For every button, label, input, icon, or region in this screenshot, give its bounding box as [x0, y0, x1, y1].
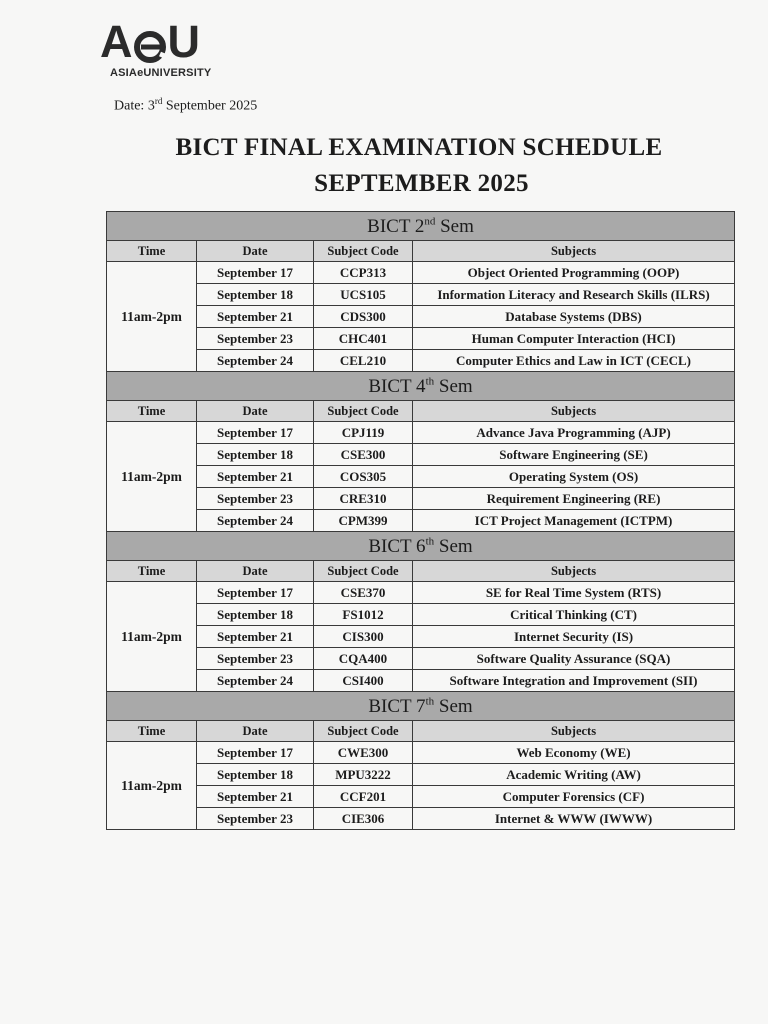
- table-row: [107, 582, 735, 604]
- table-row: [107, 306, 735, 328]
- subject-cell: SE for Real Time System (RTS): [413, 582, 735, 604]
- university-logo: [100, 16, 235, 82]
- subject-code-cell: CEL210: [314, 350, 413, 372]
- subject-code-cell: CDS300: [314, 306, 413, 328]
- section-ordinal: th: [425, 534, 435, 547]
- section-ordinal: th: [425, 374, 435, 387]
- section-header: [107, 692, 735, 721]
- date-cell: September 18: [197, 444, 314, 466]
- section-name: BICT 2: [367, 215, 425, 237]
- date-cell: September 24: [197, 510, 314, 532]
- table-row: [107, 510, 735, 532]
- column-header-row: [107, 401, 735, 422]
- exam-schedule-table: [106, 211, 734, 830]
- subject-cell: Information Literacy and Research Skills (ILRS): [413, 284, 735, 306]
- date-cell: September 17: [197, 582, 314, 604]
- section-suffix: Sem: [434, 375, 473, 397]
- subject-code-cell: MPU3222: [314, 764, 413, 786]
- section-suffix: Sem: [434, 695, 473, 717]
- subject-code-cell: UCS105: [314, 284, 413, 306]
- date-cell: September 18: [197, 284, 314, 306]
- subject-code-cell: CPJ119: [314, 422, 413, 444]
- section-header: [107, 212, 735, 241]
- date-cell: September 21: [197, 466, 314, 488]
- table-row: [107, 262, 735, 284]
- section-suffix: Sem: [434, 535, 473, 557]
- table-row: [107, 764, 735, 786]
- time-cell: 11am-2pm: [107, 582, 197, 692]
- subject-code-cell: CSI400: [314, 670, 413, 692]
- table-row: [107, 742, 735, 764]
- section-name: BICT 4: [368, 375, 426, 397]
- logo-e-swirl-icon: [133, 27, 167, 61]
- subject-code-cell: CSE370: [314, 582, 413, 604]
- subject-code-cell: CCP313: [314, 262, 413, 284]
- date-cell: September 17: [197, 422, 314, 444]
- subject-cell: Database Systems (DBS): [413, 306, 735, 328]
- subject-code-cell: CIE306: [314, 808, 413, 830]
- column-header-date: Date: [197, 721, 314, 742]
- column-header-date: Date: [197, 401, 314, 422]
- logo-letter-a: A: [100, 16, 132, 67]
- column-header-subject: Subjects: [413, 241, 735, 262]
- table-row: [107, 648, 735, 670]
- subject-cell: Computer Ethics and Law in ICT (CECL): [413, 350, 735, 372]
- section-title: [107, 532, 735, 561]
- date-cell: September 24: [197, 350, 314, 372]
- column-header-row: [107, 721, 735, 742]
- subject-code-cell: COS305: [314, 466, 413, 488]
- subject-cell: Software Integration and Improvement (SII): [413, 670, 735, 692]
- date-cell: September 23: [197, 328, 314, 350]
- date-sup: rd: [154, 96, 163, 106]
- column-header-code: Subject Code: [314, 241, 413, 262]
- table-row: [107, 284, 735, 306]
- subject-cell: Critical Thinking (CT): [413, 604, 735, 626]
- date-cell: September 18: [197, 604, 314, 626]
- column-header-code: Subject Code: [314, 561, 413, 582]
- column-header-row: [107, 561, 735, 582]
- subject-cell: Internet Security (IS): [413, 626, 735, 648]
- column-header-date: Date: [197, 241, 314, 262]
- column-header-code: Subject Code: [314, 721, 413, 742]
- date-suffix: September 2025: [162, 98, 258, 114]
- logo-letter-u: U: [167, 16, 199, 67]
- section-name: BICT 6: [368, 535, 426, 557]
- document-date: [114, 96, 257, 115]
- table-row: [107, 808, 735, 830]
- date-cell: September 21: [197, 626, 314, 648]
- column-header-code: Subject Code: [314, 401, 413, 422]
- table-row: [107, 626, 735, 648]
- subject-cell: Academic Writing (AW): [413, 764, 735, 786]
- subject-code-cell: CWE300: [314, 742, 413, 764]
- column-header-row: [107, 241, 735, 262]
- section-title: [107, 212, 735, 241]
- column-header-subject: Subjects: [413, 721, 735, 742]
- subject-cell: Requirement Engineering (RE): [413, 488, 735, 510]
- date-cell: September 21: [197, 306, 314, 328]
- column-header-date: Date: [197, 561, 314, 582]
- date-cell: September 21: [197, 786, 314, 808]
- time-cell: 11am-2pm: [107, 742, 197, 830]
- date-cell: September 23: [197, 808, 314, 830]
- subject-cell: Web Economy (WE): [413, 742, 735, 764]
- subject-code-cell: CSE300: [314, 444, 413, 466]
- subject-cell: Advance Java Programming (AJP): [413, 422, 735, 444]
- table-row: [107, 350, 735, 372]
- table-row: [107, 670, 735, 692]
- subject-code-cell: CIS300: [314, 626, 413, 648]
- page-subtitle: SEPTEMBER 2025: [314, 170, 529, 197]
- column-header-time: Time: [107, 241, 197, 262]
- section-header: [107, 372, 735, 401]
- subject-cell: Software Quality Assurance (SQA): [413, 648, 735, 670]
- table-row: [107, 466, 735, 488]
- date-cell: September 17: [197, 742, 314, 764]
- subject-cell: Human Computer Interaction (HCI): [413, 328, 735, 350]
- subject-cell: Operating System (OS): [413, 466, 735, 488]
- logo-subtitle: ASIAeUNIVERSITY: [110, 67, 212, 79]
- subject-code-cell: CRE310: [314, 488, 413, 510]
- date-cell: September 18: [197, 764, 314, 786]
- section-title: [107, 692, 735, 721]
- subject-code-cell: FS1012: [314, 604, 413, 626]
- column-header-time: Time: [107, 401, 197, 422]
- table-row: [107, 422, 735, 444]
- column-header-subject: Subjects: [413, 561, 735, 582]
- table-row: [107, 786, 735, 808]
- table-row: [107, 328, 735, 350]
- table-row: [107, 604, 735, 626]
- section-name: BICT 7: [368, 695, 426, 717]
- schedule-grid: [106, 211, 735, 830]
- subject-cell: Internet & WWW (IWWW): [413, 808, 735, 830]
- time-cell: 11am-2pm: [107, 422, 197, 532]
- logo-mark: [100, 16, 235, 67]
- date-prefix: Date: 3: [114, 98, 155, 114]
- section-title: [107, 372, 735, 401]
- date-cell: September 23: [197, 648, 314, 670]
- column-header-subject: Subjects: [413, 401, 735, 422]
- subject-cell: Computer Forensics (CF): [413, 786, 735, 808]
- subject-code-cell: CHC401: [314, 328, 413, 350]
- table-row: [107, 444, 735, 466]
- table-row: [107, 488, 735, 510]
- section-suffix: Sem: [435, 215, 474, 237]
- column-header-time: Time: [107, 721, 197, 742]
- column-header-time: Time: [107, 561, 197, 582]
- subject-code-cell: CCF201: [314, 786, 413, 808]
- page-title: BICT FINAL EXAMINATION SCHEDULE: [175, 134, 663, 161]
- date-cell: September 17: [197, 262, 314, 284]
- time-cell: 11am-2pm: [107, 262, 197, 372]
- subject-cell: Software Engineering (SE): [413, 444, 735, 466]
- section-ordinal: nd: [424, 214, 436, 227]
- section-ordinal: th: [425, 694, 435, 707]
- date-cell: September 24: [197, 670, 314, 692]
- section-header: [107, 532, 735, 561]
- date-cell: September 23: [197, 488, 314, 510]
- subject-code-cell: CQA400: [314, 648, 413, 670]
- subject-cell: Object Oriented Programming (OOP): [413, 262, 735, 284]
- subject-cell: ICT Project Management (ICTPM): [413, 510, 735, 532]
- subject-code-cell: CPM399: [314, 510, 413, 532]
